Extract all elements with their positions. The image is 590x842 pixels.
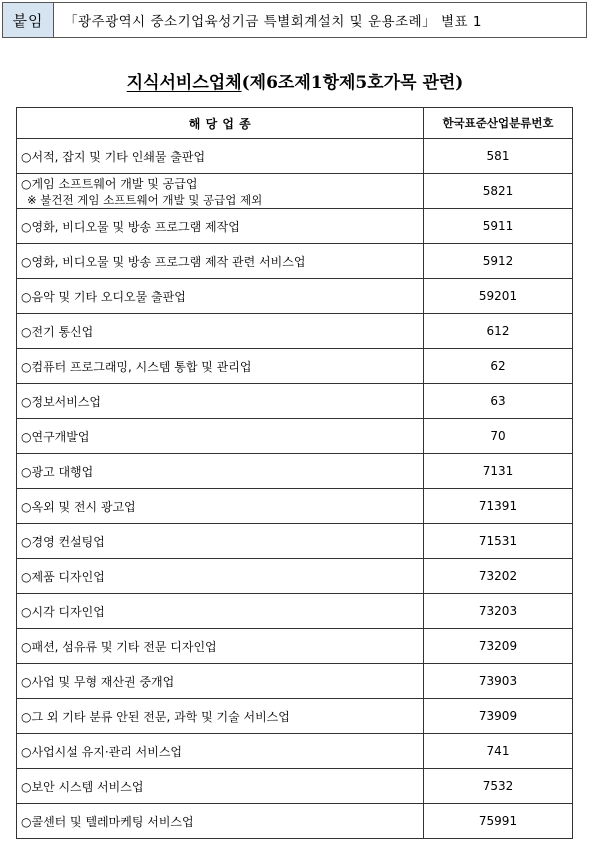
page-title bbox=[0, 68, 590, 93]
industry-name: ○컴퓨터 프로그래밍, 시스템 통합 및 관리업 bbox=[21, 359, 252, 374]
table-body bbox=[17, 139, 573, 839]
table-row bbox=[17, 454, 573, 489]
industry-name: ○영화, 비디오물 및 방송 프로그램 제작 관련 서비스업 bbox=[21, 254, 306, 269]
industry-name: ○광고 대행업 bbox=[21, 464, 94, 479]
industry-name-cell bbox=[17, 769, 424, 804]
industry-name: ○경영 컨설팅업 bbox=[21, 534, 105, 549]
table-row bbox=[17, 244, 573, 279]
classification-code: 75991 bbox=[424, 804, 573, 839]
page-title-sub: (제6조제1항제5호가목 관련) bbox=[241, 73, 464, 93]
table-row bbox=[17, 349, 573, 384]
code-column-header: 한국표준산업분류번호 bbox=[424, 108, 573, 139]
page-title-main: 지식서비스업체 bbox=[126, 73, 242, 93]
table-row bbox=[17, 629, 573, 664]
industry-name-cell bbox=[17, 594, 424, 629]
industry-name: ○서적, 잡지 및 기타 인쇄물 출판업 bbox=[21, 149, 206, 164]
industry-name: ○게임 소프트웨어 개발 및 공급업 bbox=[21, 176, 198, 191]
classification-code: 62 bbox=[424, 349, 573, 384]
classification-code: 7131 bbox=[424, 454, 573, 489]
industry-name-cell bbox=[17, 629, 424, 664]
classification-code: 612 bbox=[424, 314, 573, 349]
industry-name-cell bbox=[17, 559, 424, 594]
classification-code: 59201 bbox=[424, 279, 573, 314]
table-row bbox=[17, 314, 573, 349]
table-row bbox=[17, 419, 573, 454]
industry-note: ※ 불건전 게임 소프트웨어 개발 및 공급업 제외 bbox=[27, 192, 263, 207]
industry-name: ○정보서비스업 bbox=[21, 394, 102, 409]
industry-name: ○시각 디자인업 bbox=[21, 604, 105, 619]
industry-name: ○사업시설 유지·관리 서비스업 bbox=[21, 744, 183, 759]
industry-table bbox=[16, 107, 573, 839]
industry-name: ○연구개발업 bbox=[21, 429, 90, 444]
industry-column-header: 해 당 업 종 bbox=[17, 108, 424, 139]
document-header bbox=[2, 2, 587, 38]
ordinance-title: 「광주광역시 중소기업육성기금 특별회계설치 및 운용조례」 별표 1 bbox=[64, 14, 482, 30]
classification-code: 73903 bbox=[424, 664, 573, 699]
table-row bbox=[17, 699, 573, 734]
classification-code: 71531 bbox=[424, 524, 573, 559]
industry-name-cell bbox=[17, 209, 424, 244]
table-row bbox=[17, 279, 573, 314]
industry-name-cell bbox=[17, 419, 424, 454]
industry-name: ○전기 통신업 bbox=[21, 324, 94, 339]
classification-code: 741 bbox=[424, 734, 573, 769]
industry-name-cell bbox=[17, 699, 424, 734]
classification-code: 73209 bbox=[424, 629, 573, 664]
industry-name-cell bbox=[17, 664, 424, 699]
industry-name: ○제품 디자인업 bbox=[21, 569, 105, 584]
industry-name-cell bbox=[17, 524, 424, 559]
classification-code: 7532 bbox=[424, 769, 573, 804]
industry-name-cell bbox=[17, 244, 424, 279]
classification-code: 5821 bbox=[424, 174, 573, 209]
industry-name: ○그 외 기타 분류 안된 전문, 과학 및 기술 서비스업 bbox=[21, 709, 290, 724]
attachment-badge: 붙임 bbox=[3, 3, 54, 37]
industry-name: ○영화, 비디오물 및 방송 프로그램 제작업 bbox=[21, 219, 240, 234]
industry-name-cell bbox=[17, 279, 424, 314]
table-row bbox=[17, 524, 573, 559]
industry-name-cell bbox=[17, 489, 424, 524]
industry-name-cell bbox=[17, 349, 424, 384]
classification-code: 581 bbox=[424, 139, 573, 174]
industry-name: ○음악 및 기타 오디오물 출판업 bbox=[21, 289, 186, 304]
industry-name: ○패션, 섬유류 및 기타 전문 디자인업 bbox=[21, 639, 217, 654]
table-row bbox=[17, 594, 573, 629]
classification-code: 5912 bbox=[424, 244, 573, 279]
industry-name-cell bbox=[17, 734, 424, 769]
table-row bbox=[17, 769, 573, 804]
table-row bbox=[17, 209, 573, 244]
industry-name-cell bbox=[17, 454, 424, 489]
industry-name: ○옥외 및 전시 광고업 bbox=[21, 499, 136, 514]
industry-name-cell bbox=[17, 384, 424, 419]
classification-code: 63 bbox=[424, 384, 573, 419]
table-row bbox=[17, 384, 573, 419]
industry-name-cell bbox=[17, 804, 424, 839]
table-row bbox=[17, 139, 573, 174]
table-header-row bbox=[17, 108, 573, 139]
classification-code: 71391 bbox=[424, 489, 573, 524]
table-row bbox=[17, 174, 573, 209]
industry-name-cell bbox=[17, 174, 424, 209]
table-row bbox=[17, 804, 573, 839]
industry-name: ○사업 및 무형 재산권 중개업 bbox=[21, 674, 175, 689]
classification-code: 73909 bbox=[424, 699, 573, 734]
table-row bbox=[17, 664, 573, 699]
classification-code: 73203 bbox=[424, 594, 573, 629]
industry-name: ○보안 시스템 서비스업 bbox=[21, 779, 144, 794]
classification-code: 73202 bbox=[424, 559, 573, 594]
table-row bbox=[17, 489, 573, 524]
classification-code: 5911 bbox=[424, 209, 573, 244]
industry-name-cell bbox=[17, 314, 424, 349]
industry-name: ○콜센터 및 텔레마케팅 서비스업 bbox=[21, 814, 194, 829]
industry-name-cell bbox=[17, 139, 424, 174]
table-row bbox=[17, 559, 573, 594]
classification-code: 70 bbox=[424, 419, 573, 454]
table-row bbox=[17, 734, 573, 769]
